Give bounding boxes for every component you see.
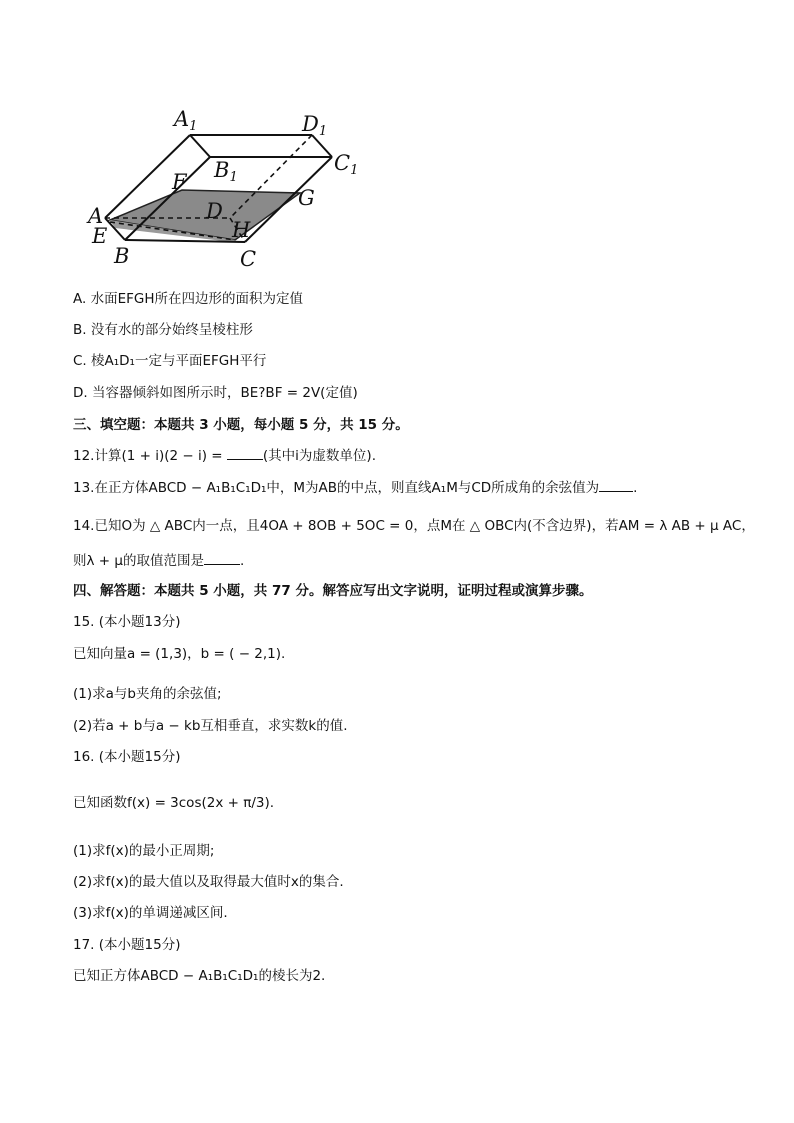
label-F: F	[172, 170, 187, 194]
q14-text-b: 则λ + μ的取值范围是	[73, 553, 204, 569]
q13-answer-blank[interactable]	[599, 479, 633, 492]
svg-text:C1	[334, 151, 358, 178]
q16-part-2: (2)求f(x)的最大值以及取得最大值时x的集合.	[73, 874, 344, 890]
q14-text-c: .	[239, 553, 245, 569]
q12-answer-blank[interactable]	[227, 447, 263, 460]
q13-text-a: 13.在正方体ABCD − A₁B₁C₁D₁中，M为AB的中点，则直线A₁M与CD所成角的余弦值为	[73, 480, 600, 496]
prism-figure	[80, 100, 380, 275]
question-13	[73, 478, 637, 498]
svg-text:B1	[213, 158, 238, 185]
q12-text-a: 12.计算(1 + i)(2 − i) =	[73, 448, 227, 464]
option-a: A. 水面EFGH所在四边形的面积为定值	[73, 291, 303, 307]
label-H: H	[232, 218, 251, 242]
option-d: D. 当容器倾斜如图所示时，BE?BF = 2V(定值)	[73, 385, 358, 401]
label-C1: C	[334, 151, 351, 175]
label-B: B	[114, 244, 130, 268]
q17-given: 已知正方体ABCD − A₁B₁C₁D₁的棱长为2.	[73, 968, 326, 984]
section-3-heading: 三、填空题：本题共 3 小题，每小题 5 分，共 15 分。	[73, 417, 409, 433]
q15-given: 已知向量a = (1,3)，b = ( − 2,1).	[73, 646, 286, 662]
q15-part-2: (2)若a + b与a − kb互相垂直，求实数k的值.	[73, 718, 348, 734]
q15-heading: 15. (本小题13分)	[73, 614, 181, 630]
label-A1-sub: 1	[189, 119, 198, 134]
option-c: C. 棱A₁D₁一定与平面EFGH平行	[73, 353, 267, 369]
label-A: A	[88, 204, 104, 228]
q13-text-b: .	[633, 480, 638, 496]
svg-text:D1	[301, 112, 327, 139]
q14-answer-blank[interactable]	[204, 552, 240, 565]
q16-part-3: (3)求f(x)的单调递减区间.	[73, 905, 228, 921]
section-4-heading: 四、解答题：本题共 5 小题，共 77 分。解答应写出文字说明，证明过程或演算步骤。	[73, 583, 593, 599]
svg-text:A1	[172, 107, 197, 134]
label-E: E	[92, 224, 108, 248]
label-C: C	[240, 247, 257, 271]
option-b: B. 没有水的部分始终呈棱柱形	[73, 322, 253, 338]
q12-text-b: (其中i为虚数单位).	[262, 448, 376, 464]
label-C1-sub: 1	[350, 163, 359, 178]
q15-part-1: (1)求a与b夹角的余弦值;	[73, 686, 222, 702]
q16-heading: 16. (本小题15分)	[73, 749, 181, 765]
q17-heading: 17. (本小题15分)	[73, 937, 181, 953]
question-14-line1: 14.已知O为 △ ABC内一点，且4OA + 8OB + 5OC = 0，点M在 △ OBC内(不含边界)，若AM = λ AB + μ AC，	[73, 518, 755, 534]
q16-part-1: (1)求f(x)的最小正周期;	[73, 843, 215, 859]
label-A1: A	[174, 107, 190, 131]
question-12	[73, 446, 376, 466]
label-D: D	[206, 199, 223, 223]
label-G: G	[298, 186, 315, 210]
question-14-line2	[73, 551, 244, 571]
label-D1: D	[302, 112, 319, 136]
label-B1: B	[214, 158, 230, 182]
label-D1-sub: 1	[318, 124, 328, 139]
label-B1-sub: 1	[229, 170, 238, 185]
q16-given: 已知函数f(x) = 3cos(2x + π/3).	[73, 795, 275, 811]
